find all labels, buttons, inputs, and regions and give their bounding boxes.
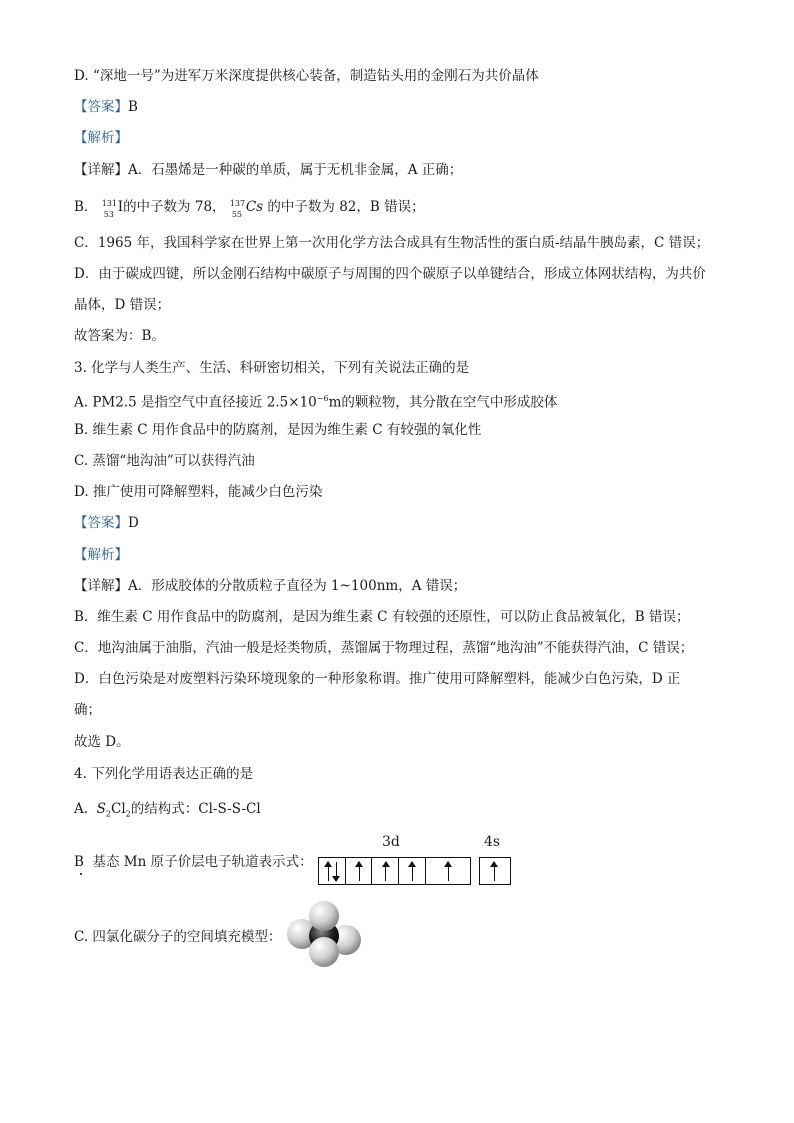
spin-up-arrow-icon (412, 862, 413, 881)
detail-1 (74, 160, 462, 180)
detail-d-cont: 晶体，D 错误； (74, 297, 171, 313)
answer-2 (74, 513, 139, 533)
orbital-label-4s: 4s (484, 834, 501, 850)
orbital-cell (399, 858, 426, 884)
option-d-line: D. “深地一号”为进军万米深度提供核心装备，制造钻头用的金刚石为共价晶体 (74, 68, 539, 84)
unit: m (328, 394, 342, 411)
subscript: 2 (125, 809, 131, 819)
atomic-number: 55 (231, 210, 243, 219)
detail-2 (74, 576, 466, 596)
q3-option-d: D. 推广使用可降解塑料，能减少白色污染 (74, 484, 323, 500)
isotope-mid: 的中子数为 78， (123, 199, 226, 215)
answer-tag: 【答案】 (74, 515, 128, 531)
detail-text: A．形成胶体的分散质粒子直径为 1~100nm，A 错误； (128, 578, 467, 594)
isotope-prefix: B． (74, 199, 98, 215)
spin-down-arrow-icon (336, 862, 337, 881)
answer-value: B (128, 99, 138, 115)
exponent: −6 (316, 394, 329, 403)
detail-text: A．石墨烯是一种碳的单质，属于无机非金属，A 正确； (128, 162, 463, 178)
isotope-post: 的中子数为 82，B 错误； (267, 199, 425, 215)
iodine-isotope (101, 196, 118, 219)
q3-option-c: C. 蒸馏“地沟油”可以获得汽油 (74, 453, 255, 469)
spin-up-arrow-icon (359, 862, 360, 881)
answer-tag: 【答案】 (74, 99, 128, 115)
spin-up-arrow-icon (385, 862, 386, 881)
detail-c-line: C．1965 年，我国科学家在世界上第一次用化学方法合成具有生物活性的蛋白质-结晶牛胰岛素，C 错误； (74, 235, 710, 251)
detail-d-line: D．由于碳成四键，所以金刚石结构中碳原子与周围的四个碳原子以单键结合，形成立体网状结构，为共价 (74, 266, 706, 282)
orbital-label-3d: 3d (382, 834, 400, 850)
orbital-cell (319, 858, 346, 884)
q4-option-c: C. 四氯化碳分子的空间填充模型： (74, 929, 282, 945)
isotope-line (74, 196, 425, 217)
question-3: 3. 化学与人类生产、生活、科研密切相关，下列有关说法正确的是 (74, 360, 470, 376)
q3-option-b: B. 维生素 C 用作食品中的防腐剂，是因为维生素 C 有较强的氧化性 (74, 422, 482, 438)
mass-number: 137 (229, 199, 246, 208)
answer-value: D (128, 515, 139, 531)
option-text: 的结构式：Cl-S-S-Cl (130, 801, 261, 817)
detail-2-d-cont: 确； (74, 702, 101, 718)
conclusion-1: 故答案为：B。 (74, 328, 165, 344)
analysis-tag-1: 【解析】 (74, 130, 128, 146)
orbital-diagram-3d (318, 857, 471, 885)
orbital-cell (426, 858, 470, 884)
q3-option-a (74, 389, 557, 413)
option-text-end: 的颗粒物，其分散在空气中形成胶体 (341, 394, 558, 411)
option-text: A. PM2.5 是指空气中直径接近 (74, 394, 263, 411)
option-prefix: A. (74, 801, 89, 817)
analysis-tag-2: 【解析】 (74, 547, 128, 563)
detail-2-b: B．维生素 C 用作食品中的防腐剂，是因为维生素 C 有较强的还原性，可以防止食品被氧化，B 错误； (74, 609, 690, 625)
orbital-cell (480, 858, 510, 884)
detail-2-d: D．白色污染是对废塑料污染环境现象的一种形象称谓。推广使用可降解塑料，能减少白色污染，D 正 (74, 671, 681, 687)
cesium-isotope (229, 196, 246, 219)
spin-up-arrow-icon (494, 862, 495, 881)
number: 2.5×10 (266, 394, 317, 411)
spin-up-arrow-icon (328, 862, 329, 881)
option-prefix: B (74, 854, 84, 870)
question-4: 4. 下列化学用语表达正确的是 (74, 766, 254, 782)
subscript: 2 (105, 809, 111, 819)
answer-1 (74, 97, 138, 117)
formula-s: S (96, 801, 106, 817)
formula-cl: Cl (110, 801, 126, 817)
detail-tag: 【详解】 (74, 162, 128, 178)
ccl4-space-filling-model-icon (286, 900, 362, 968)
atomic-number: 53 (103, 210, 114, 219)
orbital-diagram-4s (479, 857, 511, 885)
element-symbol: I (117, 199, 124, 215)
mass-number: 131 (101, 199, 117, 208)
q4-option-b (74, 852, 313, 872)
q4-option-a (74, 799, 261, 825)
dot-mark (80, 873, 82, 875)
element-symbol: Cs (245, 199, 264, 215)
detail-tag: 【详解】 (74, 578, 128, 594)
option-text: 基态 Mn 原子价层电子轨道表示式： (92, 854, 313, 870)
orbital-cell (346, 858, 373, 884)
orbital-cell (372, 858, 399, 884)
conclusion-2: 故选 D。 (74, 734, 130, 750)
spin-up-arrow-icon (448, 862, 449, 881)
detail-2-c: C．地沟油属于油脂，汽油一般是烃类物质，蒸馏属于物理过程，蒸馏“地沟油”不能获得汽油，C 错误； (74, 640, 694, 656)
